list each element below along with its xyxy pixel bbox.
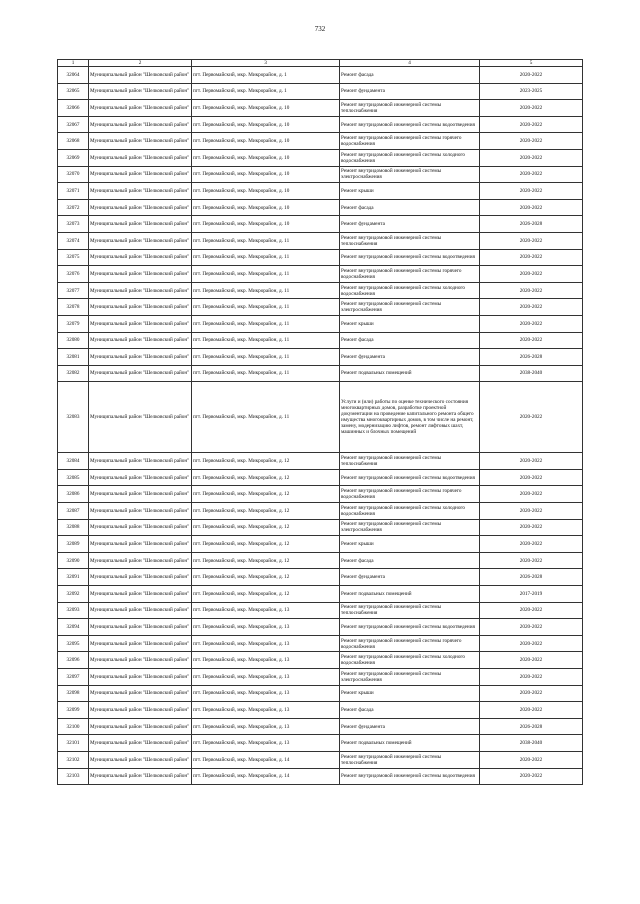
work-type-cell: Ремонт внутридомовой инженерной системы водоотведения bbox=[340, 249, 480, 266]
municipality-cell: Муниципальный район "Шелковский район" bbox=[89, 751, 192, 768]
municipality-cell: Муниципальный район "Шелковский район" bbox=[89, 232, 192, 249]
row-number: 32103 bbox=[58, 768, 89, 785]
table-row bbox=[58, 199, 583, 216]
work-type-cell: Ремонт внутридомовой инженерной системы горячего водоснабжения bbox=[340, 133, 480, 150]
address-cell: пгт. Первомайский, мкр. Микрорайон, д. 10 bbox=[192, 100, 340, 117]
row-number: 32099 bbox=[58, 702, 89, 719]
municipality-cell: Муниципальный район "Шелковский район" bbox=[89, 365, 192, 382]
row-number: 32088 bbox=[58, 519, 89, 536]
period-cell: 2020-2022 bbox=[480, 486, 583, 503]
period-cell: 2020-2022 bbox=[480, 602, 583, 619]
address-cell: пгт. Первомайский, мкр. Микрорайон, д. 12 bbox=[192, 453, 340, 470]
table-row bbox=[58, 453, 583, 470]
address-cell: пгт. Первомайский, мкр. Микрорайон, д. 12 bbox=[192, 519, 340, 536]
row-number: 32093 bbox=[58, 602, 89, 619]
table-body bbox=[58, 67, 583, 785]
table-row bbox=[58, 100, 583, 117]
row-number: 32085 bbox=[58, 469, 89, 486]
municipality-cell: Муниципальный район "Шелковский район" bbox=[89, 83, 192, 100]
table-row bbox=[58, 116, 583, 133]
period-cell: 2020-2022 bbox=[480, 232, 583, 249]
period-cell: 2020-2022 bbox=[480, 519, 583, 536]
row-number: 32066 bbox=[58, 100, 89, 117]
municipality-cell: Муниципальный район "Шелковский район" bbox=[89, 382, 192, 453]
work-type-cell: Ремонт крыши bbox=[340, 685, 480, 702]
row-number: 32082 bbox=[58, 365, 89, 382]
row-number: 32065 bbox=[58, 83, 89, 100]
municipality-cell: Муниципальный район "Шелковский район" bbox=[89, 133, 192, 150]
period-cell: 2020-2022 bbox=[480, 503, 583, 520]
period-cell: 2020-2022 bbox=[480, 100, 583, 117]
municipality-cell: Муниципальный район "Шелковский район" bbox=[89, 669, 192, 686]
period-cell: 2020-2022 bbox=[480, 116, 583, 133]
municipality-cell: Муниципальный район "Шелковский район" bbox=[89, 635, 192, 652]
address-cell: пгт. Первомайский, мкр. Микрорайон, д. 10 bbox=[192, 149, 340, 166]
work-type-cell: Услуги и (или) работы по оценке технического состояния многоквартирных домов, разработке проектной документации на проведение капитального ремонта общего имущества многоквартирных домов, в том числе на ремонт, замену, модернизацию лифтов, ремонт лифтовых шахт, машинных и блочных помещений bbox=[340, 382, 480, 453]
row-number: 32098 bbox=[58, 685, 89, 702]
address-cell: пгт. Первомайский, мкр. Микрорайон, д. 11 bbox=[192, 266, 340, 283]
table-row bbox=[58, 133, 583, 150]
address-cell: пгт. Первомайский, мкр. Микрорайон, д. 11 bbox=[192, 365, 340, 382]
municipality-cell: Муниципальный район "Шелковский район" bbox=[89, 768, 192, 785]
period-cell: 2026-2028 bbox=[480, 569, 583, 586]
work-type-cell: Ремонт внутридомовой инженерной системы горячего водоснабжения bbox=[340, 266, 480, 283]
table-row bbox=[58, 586, 583, 603]
row-number: 32100 bbox=[58, 718, 89, 735]
address-cell: пгт. Первомайский, мкр. Микрорайон, д. 12 bbox=[192, 503, 340, 520]
table-row bbox=[58, 315, 583, 332]
address-cell: пгт. Первомайский, мкр. Микрорайон, д. 13 bbox=[192, 669, 340, 686]
work-type-cell: Ремонт внутридомовой инженерной системы электроснабжения bbox=[340, 299, 480, 316]
work-type-cell: Ремонт фасада bbox=[340, 199, 480, 216]
table-row bbox=[58, 469, 583, 486]
address-cell: пгт. Первомайский, мкр. Микрорайон, д. 12 bbox=[192, 469, 340, 486]
address-cell: пгт. Первомайский, мкр. Микрорайон, д. 11 bbox=[192, 282, 340, 299]
municipality-cell: Муниципальный район "Шелковский район" bbox=[89, 332, 192, 349]
period-cell: 2020-2022 bbox=[480, 469, 583, 486]
period-cell: 2020-2022 bbox=[480, 315, 583, 332]
table-row bbox=[58, 519, 583, 536]
table-row bbox=[58, 299, 583, 316]
row-number: 32072 bbox=[58, 199, 89, 216]
column-header-2: 2 bbox=[89, 60, 192, 67]
address-cell: пгт. Первомайский, мкр. Микрорайон, д. 12 bbox=[192, 536, 340, 553]
table-row bbox=[58, 735, 583, 752]
work-type-cell: Ремонт фасада bbox=[340, 702, 480, 719]
table-row bbox=[58, 382, 583, 453]
address-cell: пгт. Первомайский, мкр. Микрорайон, д. 13 bbox=[192, 619, 340, 636]
row-number: 32090 bbox=[58, 552, 89, 569]
period-cell: 2020-2022 bbox=[480, 685, 583, 702]
table-row bbox=[58, 365, 583, 382]
period-cell: 2020-2022 bbox=[480, 669, 583, 686]
municipality-cell: Муниципальный район "Шелковский район" bbox=[89, 266, 192, 283]
work-type-cell: Ремонт внутридомовой инженерной системы холодного водоснабжения bbox=[340, 149, 480, 166]
address-cell: пгт. Первомайский, мкр. Микрорайон, д. 12 bbox=[192, 486, 340, 503]
table-row bbox=[58, 249, 583, 266]
column-header-4: 4 bbox=[340, 60, 480, 67]
address-cell: пгт. Первомайский, мкр. Микрорайон, д. 11 bbox=[192, 315, 340, 332]
row-number: 32084 bbox=[58, 453, 89, 470]
row-number: 32075 bbox=[58, 249, 89, 266]
table-row bbox=[58, 503, 583, 520]
period-cell: 2020-2022 bbox=[480, 453, 583, 470]
municipality-cell: Муниципальный район "Шелковский район" bbox=[89, 349, 192, 366]
address-cell: пгт. Первомайский, мкр. Микрорайон, д. 10 bbox=[192, 199, 340, 216]
municipality-cell: Муниципальный район "Шелковский район" bbox=[89, 299, 192, 316]
address-cell: пгт. Первомайский, мкр. Микрорайон, д. 1 bbox=[192, 83, 340, 100]
work-type-cell: Ремонт крыши bbox=[340, 183, 480, 200]
row-number: 32101 bbox=[58, 735, 89, 752]
address-cell: пгт. Первомайский, мкр. Микрорайон, д. 12 bbox=[192, 569, 340, 586]
municipality-cell: Муниципальный район "Шелковский район" bbox=[89, 702, 192, 719]
row-number: 32095 bbox=[58, 635, 89, 652]
table-row bbox=[58, 216, 583, 233]
municipality-cell: Муниципальный район "Шелковский район" bbox=[89, 116, 192, 133]
period-cell: 2020-2022 bbox=[480, 183, 583, 200]
municipality-cell: Муниципальный район "Шелковский район" bbox=[89, 685, 192, 702]
work-type-cell: Ремонт внутридомовой инженерной системы электроснабжения bbox=[340, 669, 480, 686]
table-row bbox=[58, 536, 583, 553]
municipality-cell: Муниципальный район "Шелковский район" bbox=[89, 282, 192, 299]
address-cell: пгт. Первомайский, мкр. Микрорайон, д. 10 bbox=[192, 133, 340, 150]
address-cell: пгт. Первомайский, мкр. Микрорайон, д. 12 bbox=[192, 552, 340, 569]
work-type-cell: Ремонт внутридомовой инженерной системы холодного водоснабжения bbox=[340, 652, 480, 669]
table-row bbox=[58, 652, 583, 669]
table-row bbox=[58, 67, 583, 84]
municipality-cell: Муниципальный район "Шелковский район" bbox=[89, 586, 192, 603]
table-row bbox=[58, 619, 583, 636]
address-cell: пгт. Первомайский, мкр. Микрорайон, д. 11 bbox=[192, 249, 340, 266]
work-type-cell: Ремонт крыши bbox=[340, 536, 480, 553]
work-type-cell: Ремонт внутридомовой инженерной системы теплоснабжения bbox=[340, 100, 480, 117]
address-cell: пгт. Первомайский, мкр. Микрорайон, д. 14 bbox=[192, 751, 340, 768]
municipality-cell: Муниципальный район "Шелковский район" bbox=[89, 315, 192, 332]
table-row bbox=[58, 685, 583, 702]
period-cell: 2020-2022 bbox=[480, 619, 583, 636]
period-cell: 2020-2022 bbox=[480, 67, 583, 84]
registry-table bbox=[57, 59, 583, 785]
row-number: 32068 bbox=[58, 133, 89, 150]
municipality-cell: Муниципальный район "Шелковский район" bbox=[89, 735, 192, 752]
row-number: 32096 bbox=[58, 652, 89, 669]
period-cell: 2020-2022 bbox=[480, 652, 583, 669]
period-cell: 2020-2022 bbox=[480, 768, 583, 785]
work-type-cell: Ремонт внутридомовой инженерной системы теплоснабжения bbox=[340, 453, 480, 470]
work-type-cell: Ремонт внутридомовой инженерной системы водоотведения bbox=[340, 469, 480, 486]
address-cell: пгт. Первомайский, мкр. Микрорайон, д. 13 bbox=[192, 685, 340, 702]
municipality-cell: Муниципальный район "Шелковский район" bbox=[89, 100, 192, 117]
work-type-cell: Ремонт фундамента bbox=[340, 569, 480, 586]
work-type-cell: Ремонт фундамента bbox=[340, 216, 480, 233]
work-type-cell: Ремонт внутридомовой инженерной системы холодного водоснабжения bbox=[340, 282, 480, 299]
work-type-cell: Ремонт подвальных помещений bbox=[340, 586, 480, 603]
municipality-cell: Муниципальный район "Шелковский район" bbox=[89, 199, 192, 216]
column-header-5: 5 bbox=[480, 60, 583, 67]
table-row bbox=[58, 702, 583, 719]
address-cell: пгт. Первомайский, мкр. Микрорайон, д. 11 bbox=[192, 232, 340, 249]
table-row bbox=[58, 552, 583, 569]
table-row bbox=[58, 183, 583, 200]
table-row bbox=[58, 149, 583, 166]
column-number-row bbox=[58, 60, 583, 67]
municipality-cell: Муниципальный район "Шелковский район" bbox=[89, 536, 192, 553]
table-row bbox=[58, 83, 583, 100]
period-cell: 2020-2022 bbox=[480, 299, 583, 316]
municipality-cell: Муниципальный район "Шелковский район" bbox=[89, 519, 192, 536]
row-number: 32092 bbox=[58, 586, 89, 603]
address-cell: пгт. Первомайский, мкр. Микрорайон, д. 13 bbox=[192, 652, 340, 669]
row-number: 32071 bbox=[58, 183, 89, 200]
row-number: 32076 bbox=[58, 266, 89, 283]
row-number: 32089 bbox=[58, 536, 89, 553]
row-number: 32086 bbox=[58, 486, 89, 503]
work-type-cell: Ремонт фундамента bbox=[340, 718, 480, 735]
period-cell: 2026-2028 bbox=[480, 216, 583, 233]
address-cell: пгт. Первомайский, мкр. Микрорайон, д. 10 bbox=[192, 116, 340, 133]
work-type-cell: Ремонт внутридомовой инженерной системы водоотведения bbox=[340, 619, 480, 636]
table-row bbox=[58, 718, 583, 735]
period-cell: 2020-2022 bbox=[480, 702, 583, 719]
table-row bbox=[58, 349, 583, 366]
work-type-cell: Ремонт подвальных помещений bbox=[340, 365, 480, 382]
row-number: 32091 bbox=[58, 569, 89, 586]
address-cell: пгт. Первомайский, мкр. Микрорайон, д. 14 bbox=[192, 768, 340, 785]
work-type-cell: Ремонт внутридомовой инженерной системы электроснабжения bbox=[340, 166, 480, 183]
table-row bbox=[58, 332, 583, 349]
work-type-cell: Ремонт крыши bbox=[340, 315, 480, 332]
work-type-cell: Ремонт внутридомовой инженерной системы горячего водоснабжения bbox=[340, 486, 480, 503]
work-type-cell: Ремонт фундамента bbox=[340, 83, 480, 100]
row-number: 32073 bbox=[58, 216, 89, 233]
address-cell: пгт. Первомайский, мкр. Микрорайон, д. 11 bbox=[192, 382, 340, 453]
period-cell: 2023-2025 bbox=[480, 83, 583, 100]
work-type-cell: Ремонт фундамента bbox=[340, 349, 480, 366]
table-row bbox=[58, 266, 583, 283]
table-row bbox=[58, 282, 583, 299]
municipality-cell: Муниципальный район "Шелковский район" bbox=[89, 602, 192, 619]
work-type-cell: Ремонт внутридомовой инженерной системы водоотведения bbox=[340, 116, 480, 133]
period-cell: 2020-2022 bbox=[480, 133, 583, 150]
period-cell: 2020-2022 bbox=[480, 382, 583, 453]
row-number: 32078 bbox=[58, 299, 89, 316]
row-number: 32079 bbox=[58, 315, 89, 332]
page-number: 732 bbox=[314, 25, 326, 33]
municipality-cell: Муниципальный район "Шелковский район" bbox=[89, 183, 192, 200]
row-number: 32067 bbox=[58, 116, 89, 133]
period-cell: 2020-2022 bbox=[480, 149, 583, 166]
table-row bbox=[58, 602, 583, 619]
period-cell: 2020-2022 bbox=[480, 249, 583, 266]
period-cell: 2020-2022 bbox=[480, 282, 583, 299]
work-type-cell: Ремонт внутридомовой инженерной системы холодного водоснабжения bbox=[340, 503, 480, 520]
row-number: 32070 bbox=[58, 166, 89, 183]
period-cell: 2020-2022 bbox=[480, 751, 583, 768]
municipality-cell: Муниципальный район "Шелковский район" bbox=[89, 619, 192, 636]
period-cell: 2026-2028 bbox=[480, 718, 583, 735]
municipality-cell: Муниципальный район "Шелковский район" bbox=[89, 166, 192, 183]
address-cell: пгт. Первомайский, мкр. Микрорайон, д. 10 bbox=[192, 166, 340, 183]
row-number: 32077 bbox=[58, 282, 89, 299]
table-row bbox=[58, 669, 583, 686]
address-cell: пгт. Первомайский, мкр. Микрорайон, д. 13 bbox=[192, 735, 340, 752]
address-cell: пгт. Первомайский, мкр. Микрорайон, д. 13 bbox=[192, 718, 340, 735]
row-number: 32102 bbox=[58, 751, 89, 768]
municipality-cell: Муниципальный район "Шелковский район" bbox=[89, 486, 192, 503]
period-cell: 2038-2040 bbox=[480, 735, 583, 752]
work-type-cell: Ремонт фасада bbox=[340, 552, 480, 569]
municipality-cell: Муниципальный район "Шелковский район" bbox=[89, 453, 192, 470]
period-cell: 2020-2022 bbox=[480, 166, 583, 183]
address-cell: пгт. Первомайский, мкр. Микрорайон, д. 11 bbox=[192, 349, 340, 366]
municipality-cell: Муниципальный район "Шелковский район" bbox=[89, 469, 192, 486]
municipality-cell: Муниципальный район "Шелковский район" bbox=[89, 216, 192, 233]
period-cell: 2017-2019 bbox=[480, 586, 583, 603]
address-cell: пгт. Первомайский, мкр. Микрорайон, д. 11 bbox=[192, 332, 340, 349]
row-number: 32083 bbox=[58, 382, 89, 453]
work-type-cell: Ремонт внутридомовой инженерной системы горячего водоснабжения bbox=[340, 635, 480, 652]
row-number: 32080 bbox=[58, 332, 89, 349]
municipality-cell: Муниципальный район "Шелковский район" bbox=[89, 249, 192, 266]
municipality-cell: Муниципальный район "Шелковский район" bbox=[89, 569, 192, 586]
period-cell: 2020-2022 bbox=[480, 266, 583, 283]
work-type-cell: Ремонт фасада bbox=[340, 332, 480, 349]
address-cell: пгт. Первомайский, мкр. Микрорайон, д. 1 bbox=[192, 67, 340, 84]
municipality-cell: Муниципальный район "Шелковский район" bbox=[89, 503, 192, 520]
period-cell: 2026-2028 bbox=[480, 349, 583, 366]
row-number: 32074 bbox=[58, 232, 89, 249]
row-number: 32097 bbox=[58, 669, 89, 686]
table-row bbox=[58, 486, 583, 503]
row-number: 32081 bbox=[58, 349, 89, 366]
address-cell: пгт. Первомайский, мкр. Микрорайон, д. 13 bbox=[192, 602, 340, 619]
address-cell: пгт. Первомайский, мкр. Микрорайон, д. 10 bbox=[192, 216, 340, 233]
work-type-cell: Ремонт внутридомовой инженерной системы теплоснабжения bbox=[340, 751, 480, 768]
period-cell: 2038-2040 bbox=[480, 365, 583, 382]
row-number: 32064 bbox=[58, 67, 89, 84]
row-number: 32094 bbox=[58, 619, 89, 636]
address-cell: пгт. Первомайский, мкр. Микрорайон, д. 13 bbox=[192, 635, 340, 652]
table-row bbox=[58, 166, 583, 183]
row-number: 32087 bbox=[58, 503, 89, 520]
work-type-cell: Ремонт фасада bbox=[340, 67, 480, 84]
work-type-cell: Ремонт внутридомовой инженерной системы теплоснабжения bbox=[340, 232, 480, 249]
address-cell: пгт. Первомайский, мкр. Микрорайон, д. 12 bbox=[192, 586, 340, 603]
work-type-cell: Ремонт внутридомовой инженерной системы водоотведения bbox=[340, 768, 480, 785]
period-cell: 2020-2022 bbox=[480, 536, 583, 553]
municipality-cell: Муниципальный район "Шелковский район" bbox=[89, 718, 192, 735]
period-cell: 2020-2022 bbox=[480, 199, 583, 216]
period-cell: 2020-2022 bbox=[480, 635, 583, 652]
row-number: 32069 bbox=[58, 149, 89, 166]
work-type-cell: Ремонт внутридомовой инженерной системы теплоснабжения bbox=[340, 602, 480, 619]
work-type-cell: Ремонт внутридомовой инженерной системы электроснабжения bbox=[340, 519, 480, 536]
table-row bbox=[58, 751, 583, 768]
period-cell: 2020-2022 bbox=[480, 332, 583, 349]
column-header-3: 3 bbox=[192, 60, 340, 67]
address-cell: пгт. Первомайский, мкр. Микрорайон, д. 13 bbox=[192, 702, 340, 719]
table-row bbox=[58, 569, 583, 586]
municipality-cell: Муниципальный район "Шелковский район" bbox=[89, 149, 192, 166]
address-cell: пгт. Первомайский, мкр. Микрорайон, д. 10 bbox=[192, 183, 340, 200]
municipality-cell: Муниципальный район "Шелковский район" bbox=[89, 652, 192, 669]
municipality-cell: Муниципальный район "Шелковский район" bbox=[89, 552, 192, 569]
table-row bbox=[58, 768, 583, 785]
work-type-cell: Ремонт подвальных помещений bbox=[340, 735, 480, 752]
column-header-1: 1 bbox=[58, 60, 89, 67]
municipality-cell: Муниципальный район "Шелковский район" bbox=[89, 67, 192, 84]
period-cell: 2020-2022 bbox=[480, 552, 583, 569]
address-cell: пгт. Первомайский, мкр. Микрорайон, д. 11 bbox=[192, 299, 340, 316]
table-row bbox=[58, 635, 583, 652]
table-row bbox=[58, 232, 583, 249]
